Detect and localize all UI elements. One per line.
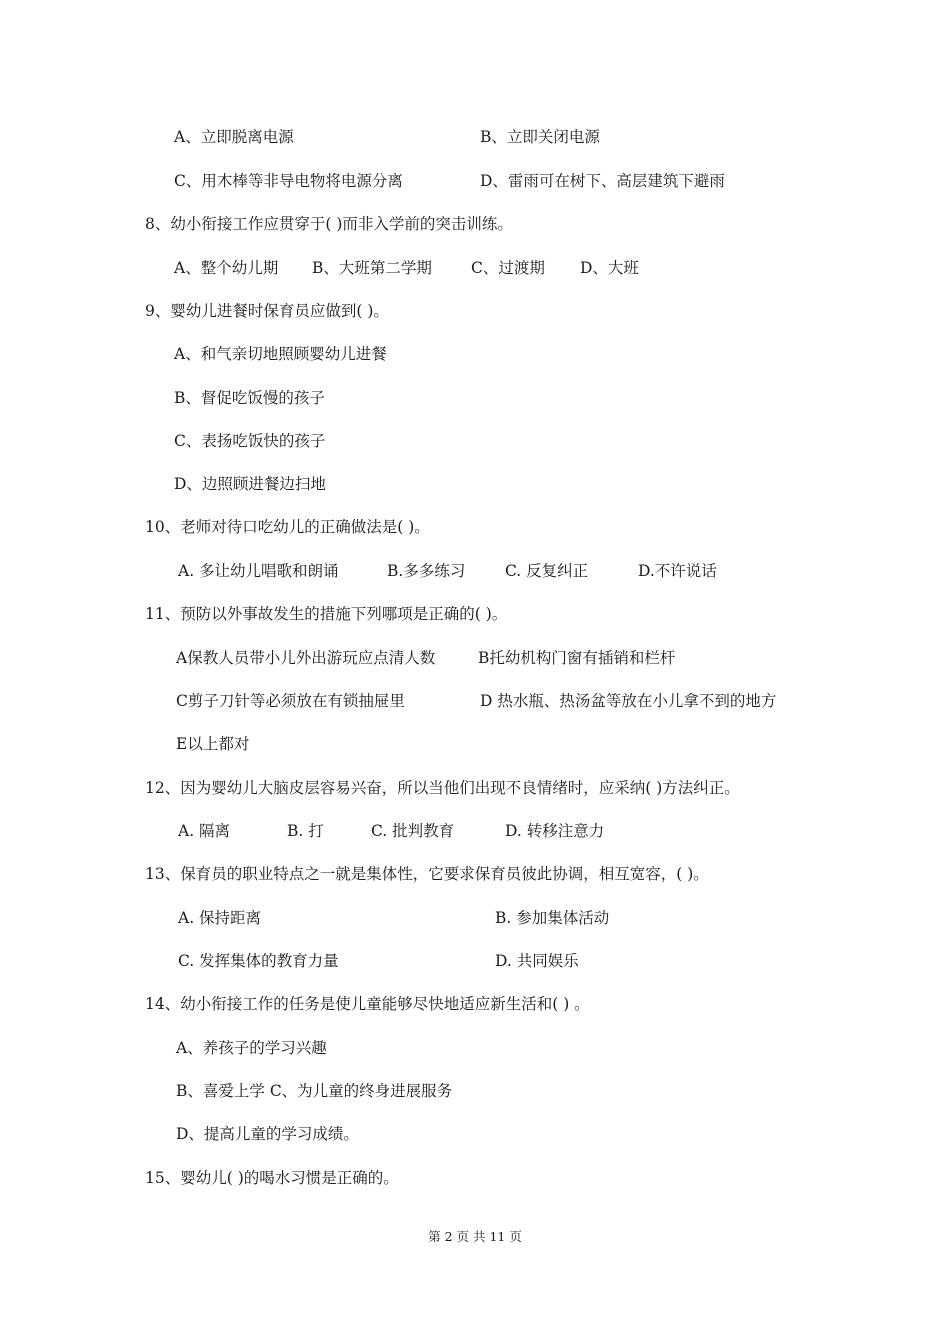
question-11: 11、预防以外事故发生的措施下列哪项是正确的( )。 [145, 605, 508, 623]
q11-option-b: B托幼机构门窗有插销和栏杆 [478, 649, 676, 667]
q13-option-d: D. 共同娱乐 [495, 952, 579, 970]
q9-option-c: C、表扬吃饭快的孩子 [174, 432, 326, 450]
page-number: 第 2 页 共 11 页 [428, 1229, 522, 1244]
q14-option-b-c: B、喜爱上学 C、为儿童的终身进展服务 [176, 1082, 453, 1100]
q8-option-a: A、整个幼儿期 [174, 259, 279, 277]
q8-option-b: B、大班第二学期 [312, 259, 432, 277]
q13-option-b: B. 参加集体活动 [495, 909, 610, 927]
q9-option-b: B、督促吃饭慢的孩子 [174, 389, 325, 407]
q12-option-a: A. 隔离 [178, 822, 231, 840]
q11-option-c: C剪子刀针等必须放在有锁抽屉里 [176, 692, 405, 710]
q7-option-d: D、雷雨可在树下、高层建筑下避雨 [480, 172, 725, 190]
q13-option-a: A. 保持距离 [178, 909, 262, 927]
q10-option-a: A. 多让幼儿唱歌和朗诵 [178, 562, 339, 580]
q12-option-d: D. 转移注意力 [505, 822, 605, 840]
q7-option-a: A、立即脱离电源 [174, 128, 294, 146]
question-13: 13、保育员的职业特点之一就是集体性，它要求保育员彼此协调，相互宽容，( )。 [145, 865, 709, 883]
q7-option-b: B、立即关闭电源 [480, 128, 600, 146]
q7-option-c: C、用木棒等非导电物将电源分离 [174, 172, 403, 190]
question-10: 10、老师对待口吃幼儿的正确做法是( )。 [145, 518, 430, 536]
q9-option-a: A、和气亲切地照顾婴幼儿进餐 [174, 345, 387, 363]
question-14: 14、幼小衔接工作的任务是使儿童能够尽快地适应新生活和( ) 。 [145, 995, 590, 1013]
q12-option-b: B. 打 [287, 822, 324, 840]
q10-option-d: D.不许说话 [638, 562, 717, 580]
question-8: 8、幼小衔接工作应贯穿于( )而非入学前的突击训练。 [145, 215, 513, 233]
q11-option-e: E以上都对 [176, 735, 250, 753]
question-15: 15、婴幼儿( )的喝水习惯是正确的。 [145, 1169, 399, 1187]
q12-option-c: C. 批判教育 [371, 822, 455, 840]
q14-option-d: D、提高儿童的学习成绩。 [176, 1125, 359, 1143]
q8-option-c: C、过渡期 [471, 259, 545, 277]
q14-option-a: A、养孩子的学习兴趣 [176, 1039, 327, 1057]
q10-option-c: C. 反复纠正 [505, 562, 589, 580]
question-12: 12、因为婴幼儿大脑皮层容易兴奋，所以当他们出现不良情绪时，应采纳( )方法纠正。 [145, 779, 740, 797]
q11-option-d: D 热水瓶、热汤盆等放在小儿拿不到的地方 [480, 692, 777, 710]
q11-option-a: A保教人员带小儿外出游玩应点清人数 [176, 649, 436, 667]
question-9: 9、婴幼儿进餐时保育员应做到( )。 [145, 302, 389, 320]
q8-option-d: D、大班 [580, 259, 639, 277]
q10-option-b: B.多多练习 [387, 562, 466, 580]
q9-option-d: D、边照顾进餐边扫地 [174, 475, 326, 493]
q13-option-c: C. 发挥集体的教育力量 [178, 952, 339, 970]
